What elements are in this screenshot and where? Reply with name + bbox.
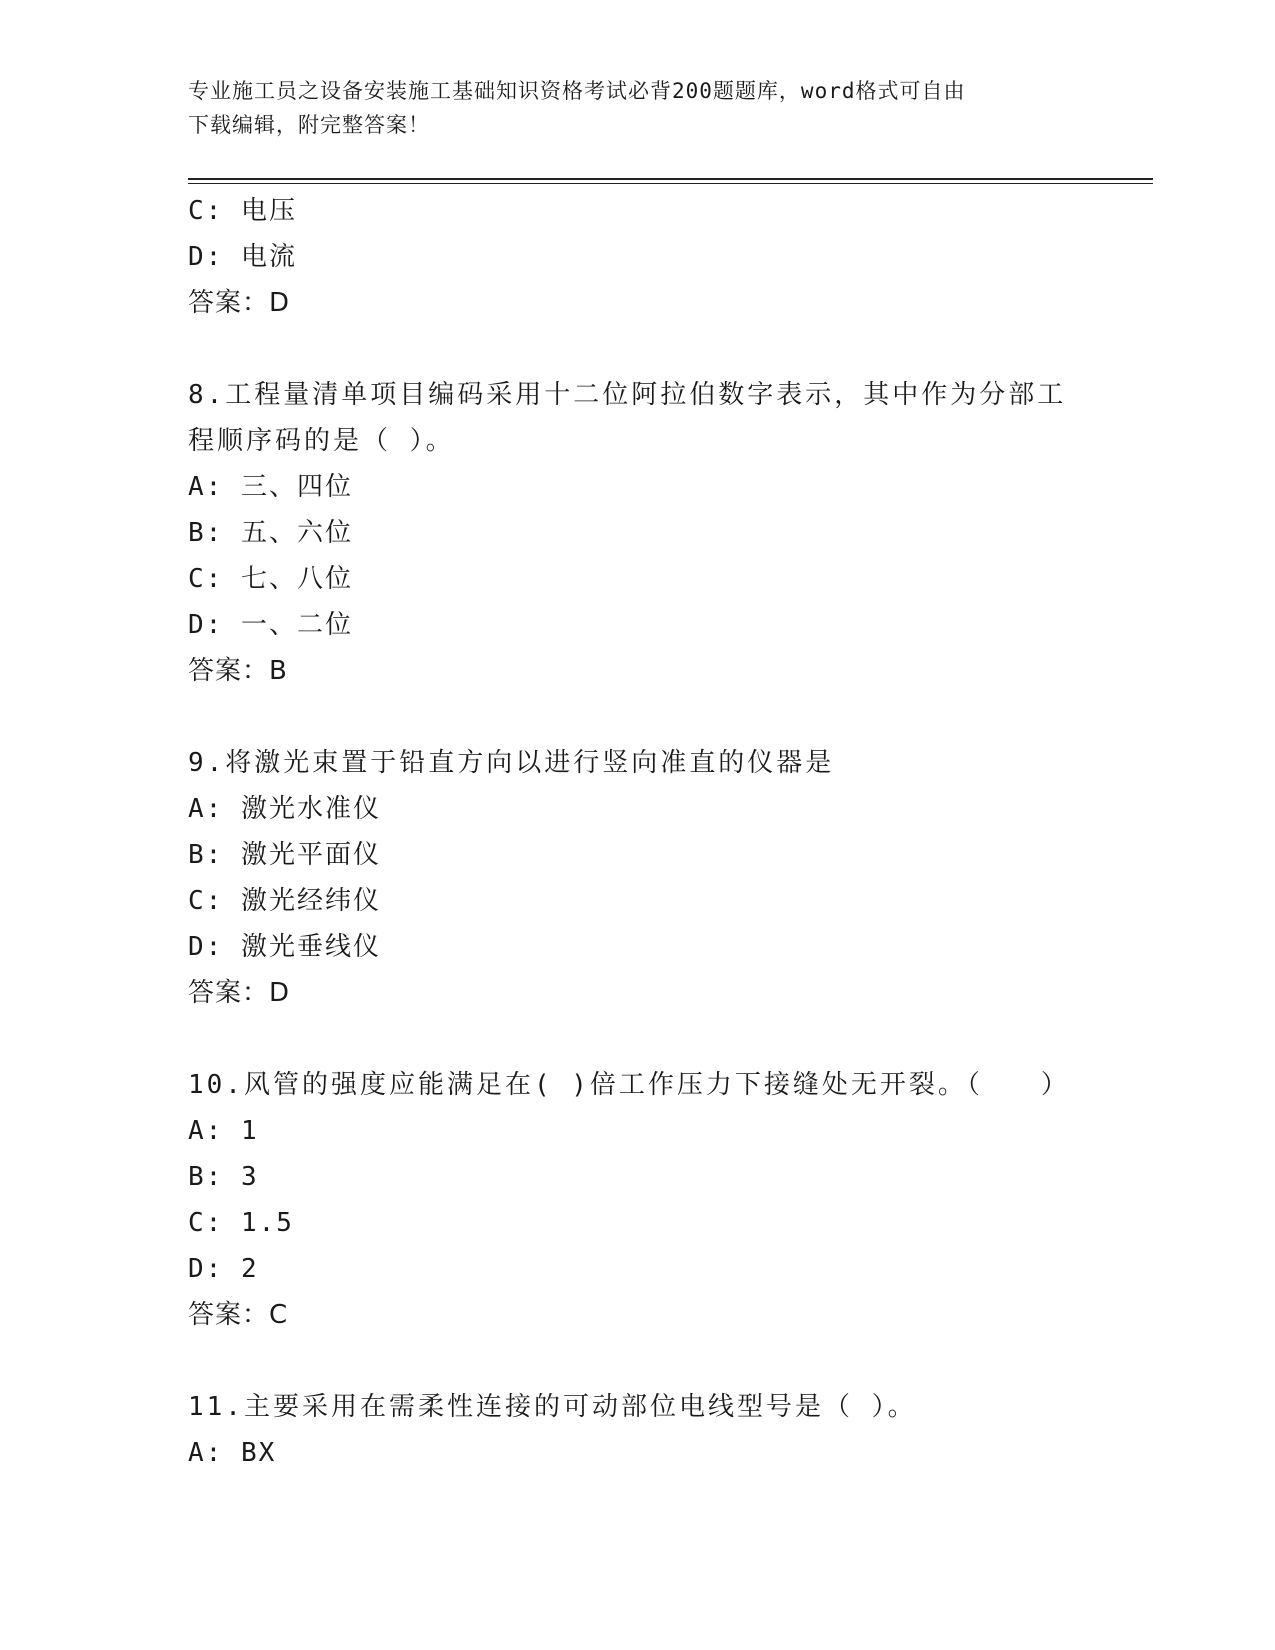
question-stem: 程顺序码的是（ ）。: [188, 426, 455, 456]
option-b: B: 五、六位: [188, 518, 353, 548]
header-line-2: 下载编辑，附完整答案！: [188, 113, 430, 137]
answer: 答案：D: [188, 978, 291, 1008]
question-stem: 8.工程量清单项目编码采用十二位阿拉伯数字表示，其中作为分部工: [188, 380, 1067, 410]
option-c: C: 1.5: [188, 1208, 294, 1238]
answer: 答案：D: [188, 288, 291, 318]
question-stem: 9.将激光束置于铅直方向以进行竖向准直的仪器是: [188, 748, 835, 778]
question-block: [188, 740, 1088, 1016]
option-d: D: 电流: [188, 242, 297, 272]
answer: 答案：C: [188, 1300, 289, 1330]
question-block: [188, 1384, 1088, 1476]
option-a: A: BX: [188, 1438, 277, 1468]
question-list: [188, 188, 1088, 1476]
question-block: [188, 1062, 1088, 1338]
option-d: D: 一、二位: [188, 610, 353, 640]
option-c: C: 七、八位: [188, 564, 353, 594]
answer: 答案：B: [188, 656, 288, 686]
option-a: A: 1: [188, 1116, 259, 1146]
header-line-1: 专业施工员之设备安装施工基础知识资格考试必背200题题库，word格式可自由: [188, 79, 966, 103]
option-a: A: 三、四位: [188, 472, 353, 502]
spacer: [188, 694, 1088, 740]
option-c: C: 电压: [188, 196, 297, 226]
option-b: B: 激光平面仪: [188, 840, 381, 870]
header-divider-thick: [188, 178, 1153, 180]
question-stem: 10.风管的强度应能满足在( )倍工作压力下接缝处无开裂。（ ）: [188, 1070, 1070, 1100]
option-b: B: 3: [188, 1162, 259, 1192]
document-header: [188, 74, 1068, 142]
spacer: [188, 326, 1088, 372]
spacer: [188, 1338, 1088, 1384]
option-a: A: 激光水准仪: [188, 794, 381, 824]
option-d: D: 激光垂线仪: [188, 932, 381, 962]
header-divider-thin: [188, 183, 1153, 184]
spacer: [188, 1016, 1088, 1062]
option-d: D: 2: [188, 1254, 259, 1284]
option-c: C: 激光经纬仪: [188, 886, 381, 916]
question-stem: 11.主要采用在需柔性连接的可动部位电线型号是（ ）。: [188, 1392, 917, 1422]
question-block: [188, 372, 1088, 694]
question-block: [188, 188, 1088, 326]
